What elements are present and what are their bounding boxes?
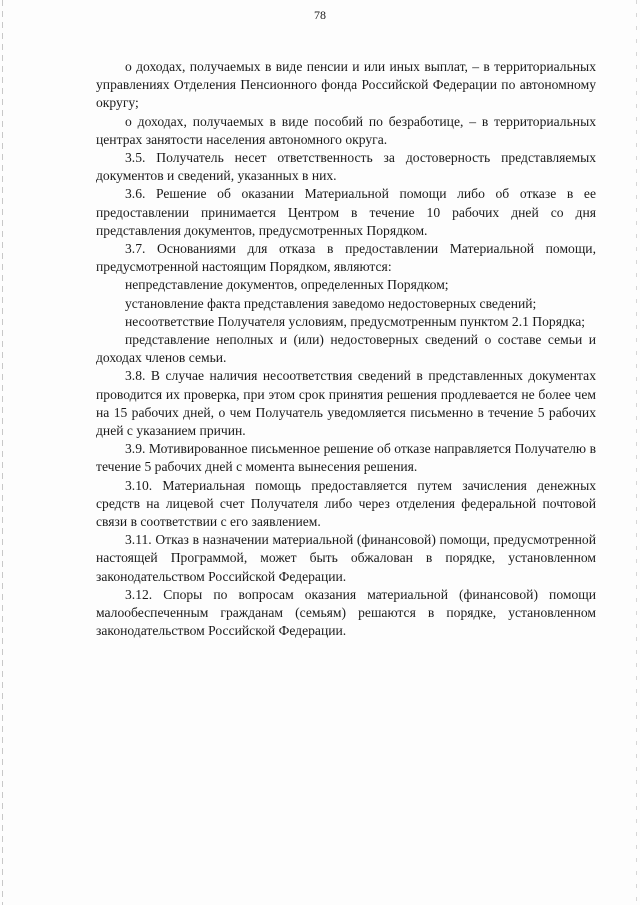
paragraph-unemployment-income: о доходах, получаемых в виде пособий по безработице, – в территориальных центрах занятости населения автономного округа.	[96, 113, 596, 147]
scan-right-edge	[636, 0, 637, 905]
paragraph-3-7: 3.7. Основаниями для отказа в предоставлении Материальной помощи, предусмотренной настоящим Порядком, являются:	[96, 241, 596, 275]
scan-left-edge	[2, 0, 3, 905]
paragraph-3-8: 3.8. В случае наличия несоответствия сведений в представленных документах проводится их проверка, при этом срок принятия решения продлевается не более чем на 15 рабочих дней, о чем Получатель уведомляется письменно в течение 5 рабочих дней с указанием причин.	[96, 368, 596, 439]
paragraph-refusal-reason-3: несоответствие Получателя условиям, предусмотренным пунктом 2.1 Порядка;	[125, 313, 586, 329]
paragraph-refusal-reason-1: непредставление документов, определенных Порядком;	[125, 277, 449, 293]
paragraph-3-11: 3.11. Отказ в назначении материальной (финансовой) помощи, предусмотренной настоящей Программой, может быть обжалован в порядке, установленном законодательством Российской Федерации.	[96, 532, 596, 584]
paragraph-3-5: 3.5. Получатель несет ответственность за достоверность представляемых документов и сведений, указанных в них.	[96, 150, 596, 184]
paragraph-pension-income: о доходах, получаемых в виде пенсии и или иных выплат, – в территориальных управлениях Отделения Пенсионного фонда Российской Федерации по автономному округу;	[96, 59, 596, 111]
paragraph-3-6: 3.6. Решение об оказании Материальной помощи либо об отказе в ее предоставлении принимается Центром в течение 10 рабочих дней со дня представления документов, предусмотренных Порядком.	[96, 186, 596, 238]
paragraph-refusal-reason-4: представление неполных и (или) недостоверных сведений о составе семьи и доходах членов семьи.	[96, 332, 596, 366]
paragraph-refusal-reason-2: установление факта представления заведомо недостоверных сведений;	[125, 295, 537, 311]
document-body	[96, 58, 596, 641]
page-number: 78	[314, 8, 326, 22]
paragraph-3-10: 3.10. Материальная помощь предоставляется путем зачисления денежных средств на лицевой счет Получателя либо через отделения федеральной почтовой связи в соответствии с его заявлением.	[96, 477, 596, 530]
paragraph-3-9: 3.9. Мотивированное письменное решение об отказе направляется Получателю в течение 5 рабочих дней с момента вынесения решения.	[96, 441, 596, 475]
paragraph-3-12: 3.12. Споры по вопросам оказания материальной (финансовой) помощи малообеспеченным гражданам (семьям) решаются в порядке, установленном законодательством Российской Федерации.	[96, 586, 596, 639]
